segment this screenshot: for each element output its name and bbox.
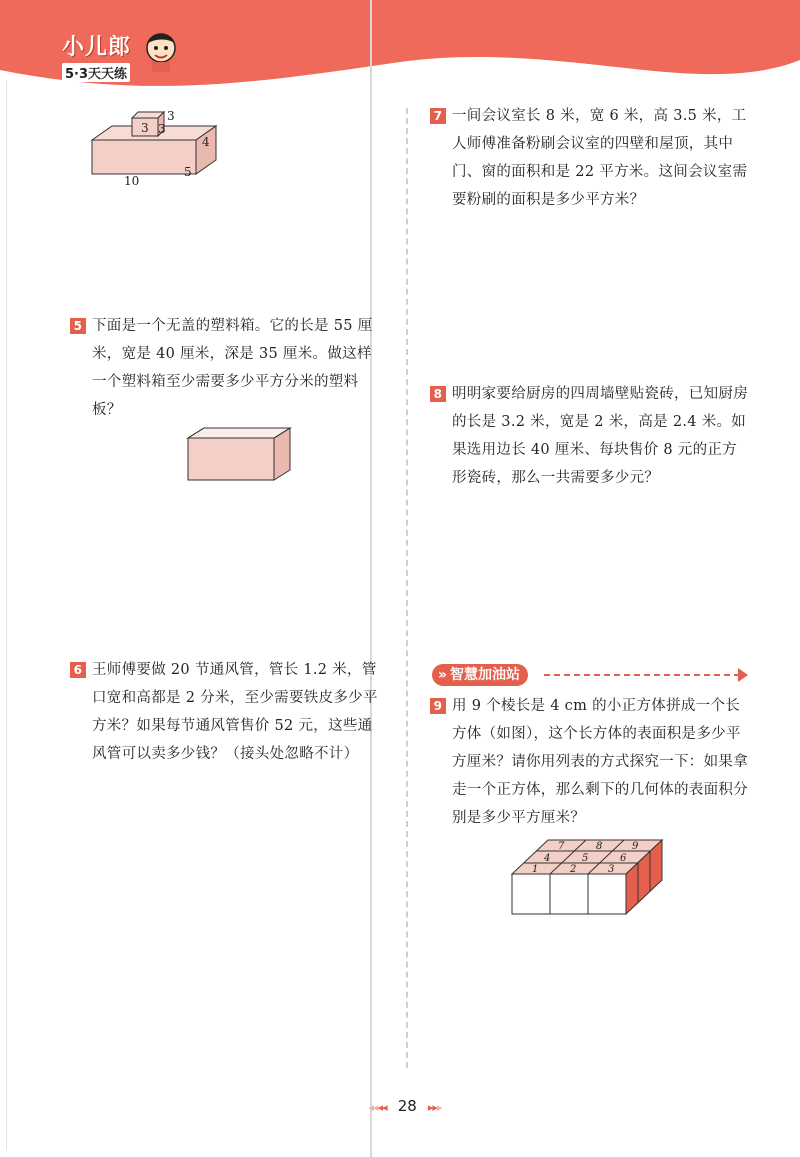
page-edge [6, 80, 7, 1150]
figure-open-box [186, 424, 294, 488]
arrow-left-icon: ◂◂ [377, 1101, 387, 1114]
arrow-right-icon: ▸ [436, 1101, 442, 1114]
arrow-left-icon: ◂◂ [368, 1101, 378, 1114]
cube-edge-label: 3 [167, 109, 175, 123]
problem-number: 6 [70, 662, 86, 678]
cube-edge-label: 3 [141, 121, 149, 135]
problem-text: 一间会议室长 8 米，宽 6 米，高 3.5 米，工人师傅准备粉刷会议室的四壁和屋顶，其中门、窗的面积和是 22 平方米。这间会议室需要粉刷的面积是多少平方米？ [452, 108, 748, 208]
cube-label: 1 [532, 864, 539, 875]
cube-label: 6 [620, 853, 627, 864]
problem-7 [430, 102, 748, 214]
problem-number: 5 [70, 318, 86, 334]
section-label: 智慧加油站 [450, 667, 520, 683]
problem-text: 明明家要给厨房的四周墙壁贴瓷砖，已知厨房的长是 3.2 米，宽是 2 米，高是 2.4 米。如果选用边长 40 厘米、每块售价 8 元的正方形瓷砖，那么一共需要多少元？ [452, 386, 748, 486]
problem-8 [430, 380, 748, 492]
column-divider [406, 108, 408, 1068]
arrow-right-icon: ▸▸ [427, 1101, 437, 1114]
problem-number: 8 [430, 386, 446, 402]
cube-label: 8 [596, 841, 603, 852]
cube-label: 2 [570, 864, 577, 875]
cube-label: 7 [558, 841, 565, 852]
problem-5 [70, 312, 380, 424]
section-dashed-line [544, 674, 740, 676]
cube-label: 4 [544, 853, 551, 864]
prism-height-label: 4 [202, 135, 210, 149]
problem-number: 7 [430, 108, 446, 124]
section-badge [432, 664, 528, 686]
section-banner [432, 664, 752, 686]
problem-text: 下面是一个无盖的塑料箱。它的长是 55 厘米，宽是 40 厘米，深是 35 厘米。做这样一个塑料箱至少需要多少平方分米的塑料板？ [92, 318, 373, 418]
logo [62, 30, 131, 82]
arrow-right-icon [738, 668, 748, 682]
prism-length-label: 10 [124, 174, 140, 186]
problem-number: 9 [430, 698, 446, 714]
problem-text: 用 9 个棱长是 4 cm 的小正方体拼成一个长方体（如图），这个长方体的表面积是多少平方厘米？请你用列表的方式探究一下：如果拿走一个正方体，那么剩下的几何体的表面积分别是多少平方厘米？ [452, 698, 748, 826]
problem-9 [430, 692, 748, 832]
cube-label: 3 [608, 864, 615, 875]
page-number: 28 [397, 1097, 417, 1115]
page-footer [340, 1096, 470, 1120]
prism-width-label: 5 [184, 165, 192, 179]
logo-title: 小儿郎 [62, 35, 132, 60]
figure-cube-cuboid [510, 838, 664, 922]
problem-6 [70, 656, 380, 768]
cube-edge-label: 3 [158, 122, 166, 136]
page-spine [370, 0, 372, 1157]
logo-subtitle: 5·3天天练 [62, 63, 130, 82]
figure-cube-on-prism [88, 104, 218, 190]
cube-label: 9 [632, 841, 639, 852]
cube-label: 5 [582, 853, 589, 864]
mascot-icon [142, 28, 180, 74]
problem-text: 王师傅要做 20 节通风管，管长 1.2 米，管口宽和高都是 2 分米，至少需要铁皮多少平方米？如果每节通风管售价 52 元，这些通风管可以卖多少钱？（接头处忽略不计） [92, 662, 378, 762]
chevron-right-icon: » [438, 667, 448, 683]
